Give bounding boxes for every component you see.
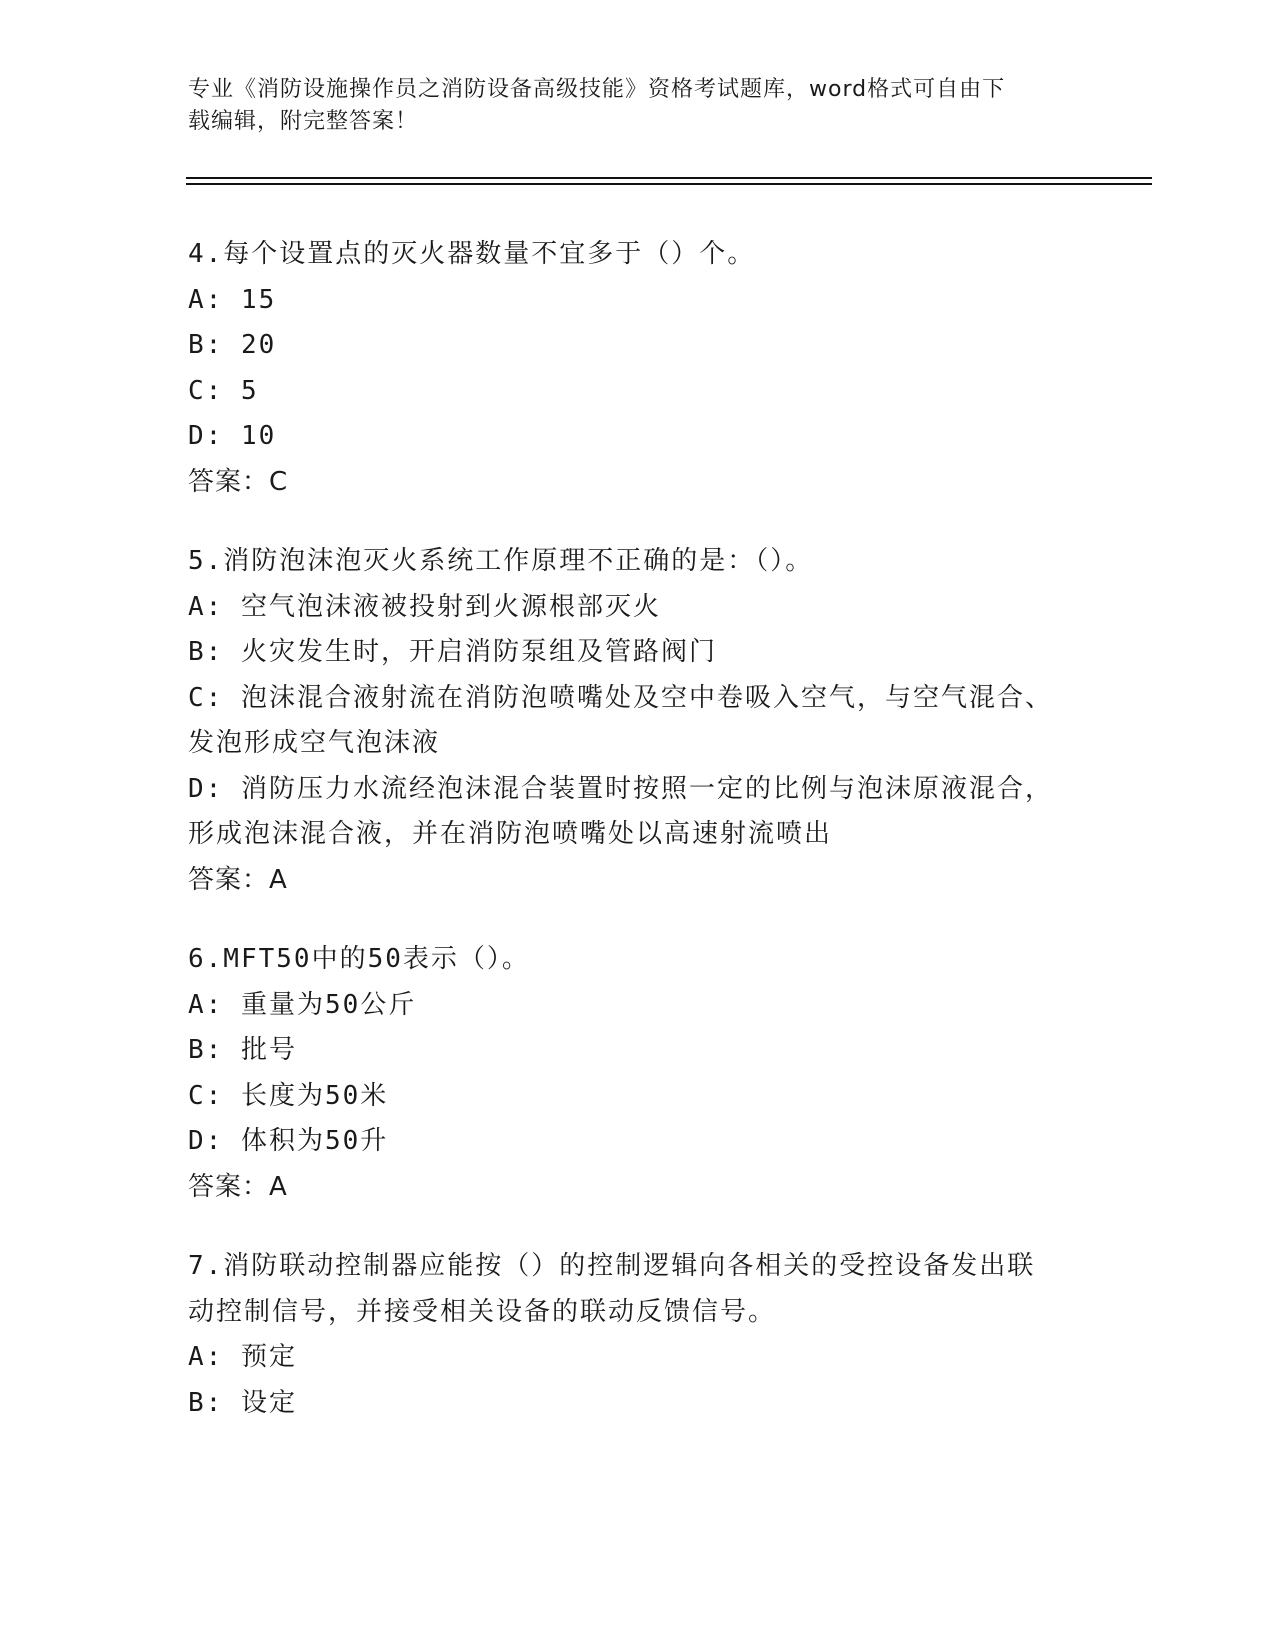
answer-key: 答案：A: [188, 1171, 288, 1202]
question-stem: 6.MFT50中的50表示（）。: [188, 944, 530, 974]
question-stem: 7.消防联动控制器应能按（）的控制逻辑向各相关的受控设备发出联: [188, 1251, 1036, 1281]
answer-option: C: 泡沫混合液射流在消防泡喷嘴处及空中卷吸入空气，与空气混合、: [188, 682, 1053, 713]
answer-option: B: 设定: [188, 1387, 297, 1418]
header-line-1: 专业《消防设施操作员之消防设备高级技能》资格考试题库，word格式可自由下: [188, 77, 1006, 102]
answer-key: 答案：A: [188, 864, 288, 895]
answer-option: C: 长度为50米: [188, 1080, 389, 1111]
question-stem: 4.每个设置点的灭火器数量不宜多于（）个。: [188, 239, 756, 269]
answer-option: B: 20: [188, 330, 277, 360]
question-stem: 5.消防泡沫泡灭火系统工作原理不正确的是：（）。: [188, 546, 814, 576]
answer-option: B: 火灾发生时，开启消防泵组及管路阀门: [188, 637, 717, 667]
question-block: [188, 232, 1068, 505]
answer-option: A: 预定: [188, 1342, 297, 1372]
answer-option: A: 重量为50公斤: [188, 989, 417, 1020]
answer-key: 答案：C: [188, 466, 289, 497]
header-line-2: 载编辑，附完整答案！: [188, 109, 419, 134]
question-block: [188, 539, 1068, 903]
answer-option: A: 15: [188, 284, 277, 315]
answer-option: B: 批号: [188, 1035, 297, 1065]
answer-option: 形成泡沫混合液，并在消防泡喷嘴处以高速射流喷出: [188, 819, 833, 849]
question-block: [188, 1244, 1068, 1426]
question-block: [188, 937, 1068, 1210]
answer-option: D: 体积为50升: [188, 1126, 389, 1156]
answer-option: A: 空气泡沫液被投射到火源根部灭火: [188, 591, 661, 622]
question-stem: 动控制信号，并接受相关设备的联动反馈信号。: [188, 1296, 777, 1327]
answer-option: 发泡形成空气泡沫液: [188, 728, 441, 758]
document-header: [188, 74, 1088, 138]
header-rule-bottom: [186, 183, 1152, 185]
answer-option: C: 5: [188, 375, 259, 406]
header-rule-top: [186, 177, 1152, 179]
answer-option: D: 消防压力水流经泡沫混合装置时按照一定的比例与泡沫原液混合，: [188, 773, 1053, 804]
answer-option: D: 10: [188, 421, 277, 451]
question-list: [188, 232, 1068, 1460]
